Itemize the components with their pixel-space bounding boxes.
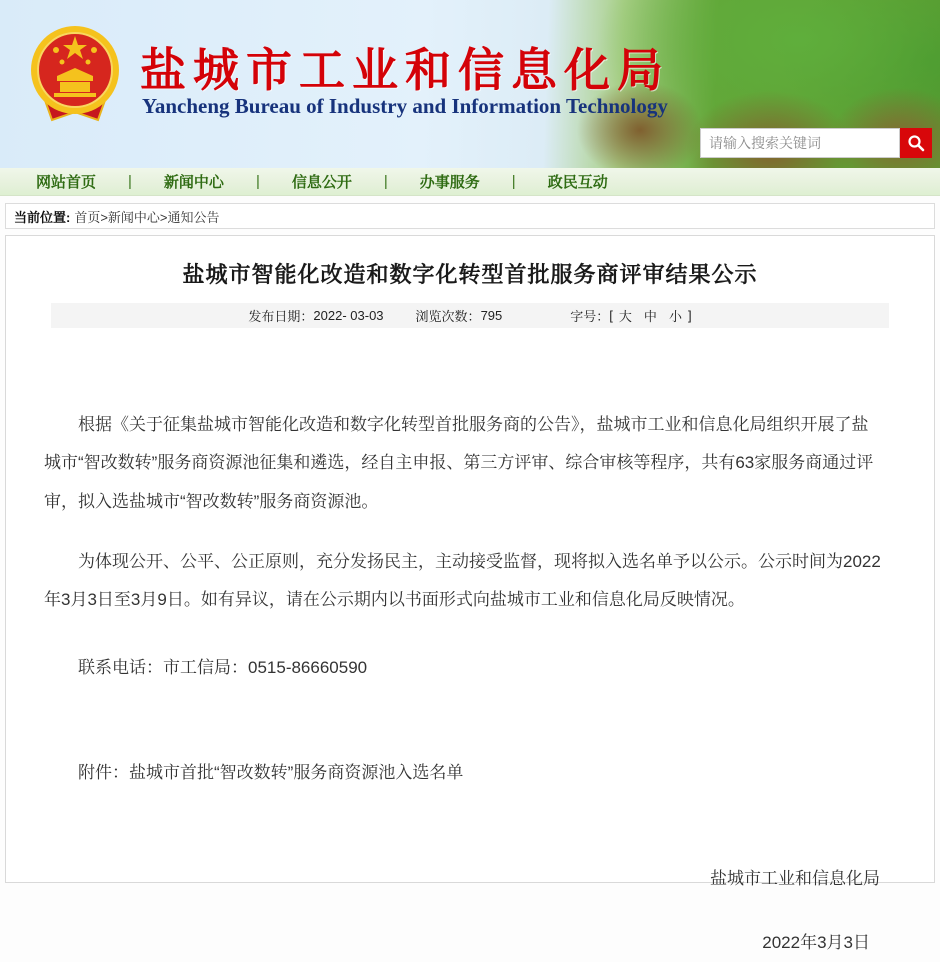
nav-item-home[interactable]: 网站首页: [36, 174, 97, 191]
publish-date-value: 2022- 03-03: [313, 308, 384, 323]
font-size-bracket-open: [: [609, 308, 613, 323]
font-size-bracket-close: ]: [687, 308, 692, 323]
search-bar: [700, 128, 932, 158]
nav-separator: |: [255, 173, 260, 190]
font-size-control: [570, 306, 691, 325]
signature-agency: 盐城市工业和信息化局: [710, 868, 880, 888]
main-nav: [0, 168, 940, 196]
publish-date-label: 发布日期：: [248, 309, 314, 324]
article-meta-bar: [51, 303, 889, 328]
search-icon: [907, 134, 925, 152]
site-header: [0, 0, 940, 168]
view-count-value: 795: [480, 308, 503, 323]
view-count: [416, 306, 503, 325]
contact-phone-line: 联系电话：市工信局：0515-86660590: [78, 658, 368, 678]
nav-item-services[interactable]: 办事服务: [419, 174, 480, 191]
nav-separator: |: [128, 173, 132, 190]
site-subtitle: Yancheng Bureau of Industry and Information Technology: [142, 94, 668, 118]
signature-date: 2022年3月3日: [762, 933, 870, 952]
nav-item-news[interactable]: 新闻中心: [163, 174, 224, 191]
search-input[interactable]: [700, 128, 900, 158]
article-container: [5, 235, 935, 952]
nav-separator: |: [383, 173, 388, 190]
breadcrumb-label: 当前位置:: [14, 209, 71, 225]
font-size-label: 字号：: [570, 309, 610, 324]
font-size-large-button[interactable]: 大: [618, 309, 632, 324]
view-count-label: 浏览次数：: [415, 309, 481, 324]
font-size-small-button[interactable]: 小: [668, 309, 682, 324]
nav-separator: |: [511, 173, 516, 190]
font-size-medium-button[interactable]: 中: [643, 309, 657, 324]
nav-item-interaction[interactable]: 政民互动: [547, 174, 608, 191]
national-emblem-logo: [26, 24, 124, 128]
article-body: [6, 406, 934, 962]
breadcrumb-path[interactable]: 首页>新闻中心>通知公告: [74, 209, 220, 225]
article-title: 盐城市智能化改造和数字化转型首批服务商评审结果公示: [182, 262, 758, 287]
article-paragraph: 为体现公开、公平、公正原则，充分发扬民主，主动接受监督，现将拟入选名单予以公示。公示时间为2022年3月3日至3月9日。如有异议，请在公示期内以书面形式向盐城市工业和信息化局反映情况。: [44, 551, 881, 609]
attachment-line: 附件：盐城市首批“智改数转”服务商资源池入选名单: [78, 762, 464, 782]
publish-date: [248, 306, 383, 325]
breadcrumb: [5, 203, 935, 229]
article-paragraph: 根据《关于征集盐城市智能化改造和数字化转型首批服务商的公告》，盐城市工业和信息化局组织开展了盐城市“智改数转”服务商资源池征集和遴选，经自主申报、第三方评审、综合审核等程序，共有63家服务商通过评审，拟入选盐城市“智改数转”服务商资源池。: [44, 415, 874, 511]
search-button[interactable]: [900, 128, 932, 158]
site-title: 盐城市工业和信息化局: [140, 45, 670, 96]
nav-item-info-disclosure[interactable]: 信息公开: [291, 174, 352, 191]
